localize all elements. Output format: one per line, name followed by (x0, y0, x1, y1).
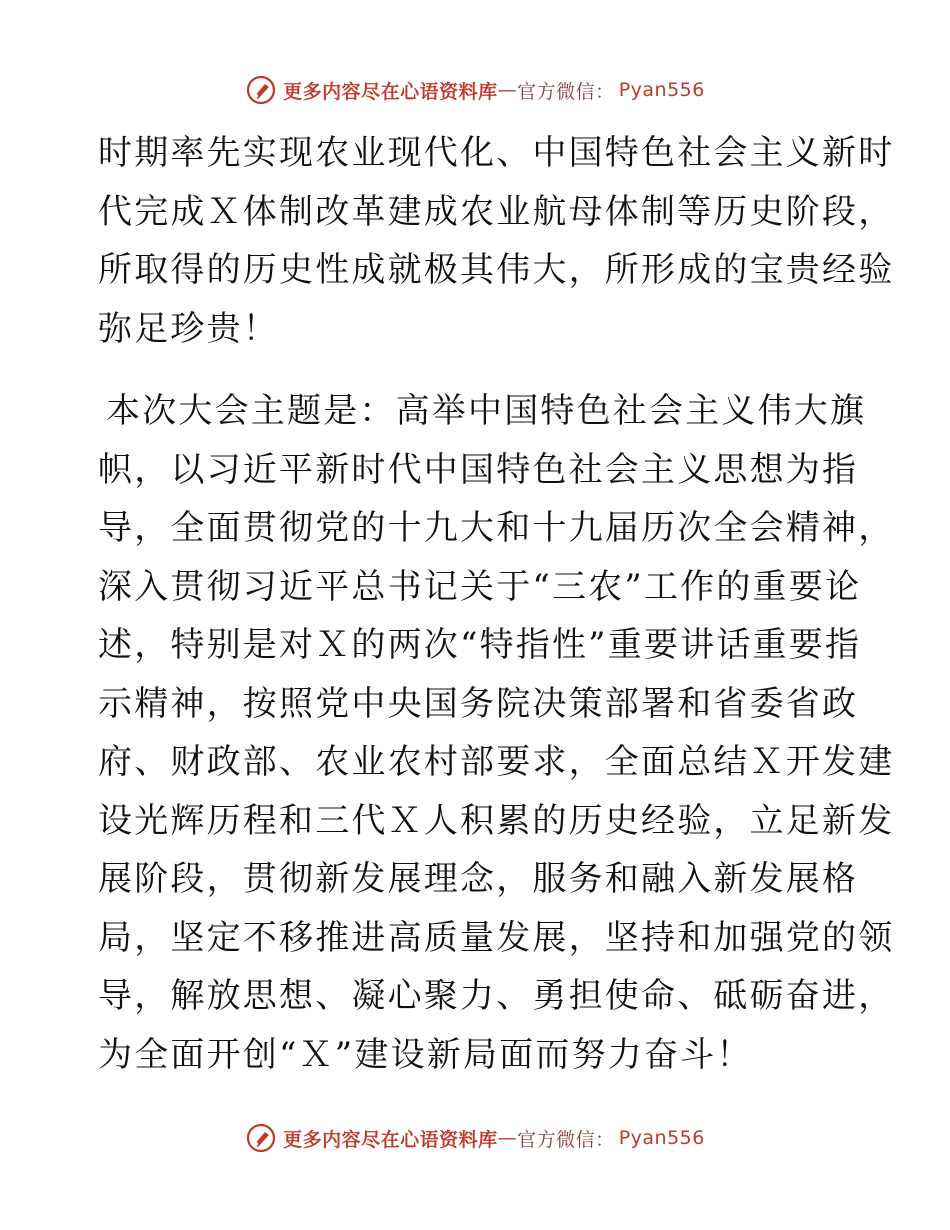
watermark-wechat-id: Pyan556 (618, 79, 705, 101)
text-line: 展阶段，贯彻新发展理念，服务和融入新发展格 (98, 859, 859, 899)
text-line: 示精神，按照党中央国务院决策部署和省委省政 (98, 683, 859, 724)
text-line: 为全面开创“Ｘ”建设新局面而努力奋斗！ (98, 1034, 753, 1075)
paragraph-1 (98, 124, 895, 358)
text-line: 局，坚定不移推进高质量发展，坚持和加强党的领 (98, 917, 895, 958)
watermark-dash: — (497, 79, 518, 101)
header-watermark (0, 70, 950, 110)
text-line: 本次大会主题是：高举中国特色社会主义伟大旗 (106, 391, 867, 431)
watermark-label: 官方微信： (517, 80, 615, 103)
text-line: 所取得的历史性成就极其伟大，所形成的宝贵经验 (98, 250, 895, 290)
text-line: 设光辉历程和三代Ｘ人积累的历史经验，立足新发 (98, 800, 895, 841)
text-line: 导，解放思想、凝心聚力、勇担使命、砥砺奋进， (98, 976, 895, 1016)
text-line: 深入贯彻习近平总书记关于“三农”工作的重要论 (98, 566, 862, 607)
text-line: 帜，以习近平新时代中国特色社会主义思想为指 (98, 449, 859, 490)
footer-watermark (0, 1118, 950, 1158)
watermark-dash: — (497, 1127, 518, 1149)
text-line: 述，特别是对Ｘ的两次“特指性”重要讲话重要指 (98, 625, 862, 665)
document-body (98, 124, 895, 1084)
text-line: 弥足珍贵！ (98, 308, 279, 349)
text-line: 府、财政部、农业农村部要求，全面总结Ｘ开发建 (98, 742, 895, 782)
pen-nib-icon (245, 1122, 277, 1154)
paragraph-2 (98, 382, 895, 1084)
text-line: 时期率先实现农业现代化、中国特色社会主义新时 (98, 133, 895, 173)
pen-nib-icon (245, 74, 277, 106)
text-line: 代完成Ｘ体制改革建成农业航母体制等历史阶段， (98, 191, 895, 232)
watermark-main-text: 更多内容尽在心语资料库 (283, 1128, 498, 1151)
text-line: 导，全面贯彻党的十九大和十九届历次全会精神， (98, 508, 895, 548)
watermark-wechat-id: Pyan556 (618, 1127, 705, 1149)
watermark-main-text: 更多内容尽在心语资料库 (283, 80, 498, 103)
watermark-label: 官方微信： (517, 1128, 615, 1151)
